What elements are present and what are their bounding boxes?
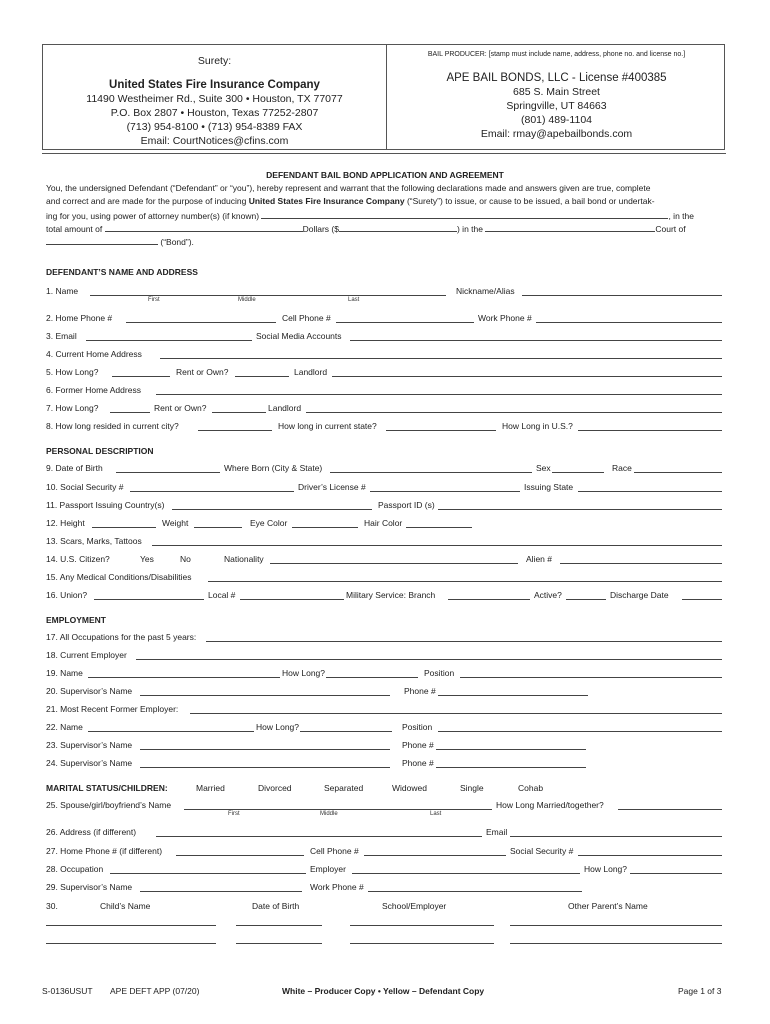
intro-line-1: You, the undersigned Defendant (“Defendant” or “you”), hereby represent and warrant that the following declarations made and answers given are true, complete <box>46 183 651 193</box>
current-employer-label: 18. Current Employer <box>46 650 127 660</box>
position-label: Position <box>424 668 455 678</box>
intro-line-3 <box>46 209 726 221</box>
supervisor2-phone-field[interactable] <box>436 767 586 768</box>
rent-own-field[interactable] <box>235 376 289 377</box>
born-field[interactable] <box>330 472 532 473</box>
spouse-cell-label: Cell Phone # <box>310 846 359 856</box>
child-name-field[interactable] <box>46 925 216 926</box>
dollars-field[interactable] <box>339 222 457 232</box>
hair-color-field[interactable] <box>406 527 472 528</box>
producer-email: Email: rmay@apebailbonds.com <box>480 128 633 140</box>
total-amount-field[interactable] <box>105 222 303 232</box>
alien-field[interactable] <box>560 563 722 564</box>
former-name-label: 22. Name <box>46 722 83 732</box>
spouse-home-phone-label: 27. Home Phone # (if different) <box>46 846 163 856</box>
former-rent-own-field[interactable] <box>212 412 266 413</box>
supervisor-field[interactable] <box>140 695 390 696</box>
child-parent-field[interactable] <box>510 943 722 944</box>
form-version: APE DEFT APP (07/20) <box>110 986 200 996</box>
child-dob-field[interactable] <box>236 943 322 944</box>
discharge-label: Discharge Date <box>610 590 669 600</box>
scars-field[interactable] <box>152 545 722 546</box>
weight-field[interactable] <box>194 527 242 528</box>
child-school-field[interactable] <box>350 925 494 926</box>
married-how-long-label: How Long Married/together? <box>496 800 604 810</box>
producer-phone: (801) 489-1104 <box>520 114 593 126</box>
spouse-email-field[interactable] <box>510 836 722 837</box>
state-resided-label: How long in current state? <box>278 421 377 431</box>
sex-field[interactable] <box>552 472 604 473</box>
how-long-field[interactable] <box>112 376 170 377</box>
active-label: Active? <box>534 590 562 600</box>
email-label: 3. Email <box>46 331 77 341</box>
former-position-label: Position <box>402 722 433 732</box>
spouse-home-phone-field[interactable] <box>176 855 304 856</box>
ssn-label: 10. Social Security # <box>46 482 124 492</box>
producer-block <box>387 45 726 141</box>
intro-text: (“Bond”). <box>160 237 194 247</box>
spouse-address-field[interactable] <box>156 836 482 837</box>
former-landlord-label: Landlord <box>268 403 302 413</box>
widowed-option[interactable]: Widowed <box>392 783 427 793</box>
section-personal: PERSONAL DESCRIPTION <box>46 446 154 456</box>
surety-email: Email: CourtNotices@cfins.com <box>140 135 289 147</box>
height-field[interactable] <box>92 527 156 528</box>
work-phone-label: Work Phone # <box>478 313 532 323</box>
hair-color-label: Hair Color <box>364 518 403 528</box>
child-parent-field[interactable] <box>510 925 722 926</box>
home-phone-label: 2. Home Phone # <box>46 313 113 323</box>
occupations-label: 17. All Occupations for the past 5 years: <box>46 632 197 642</box>
email-field[interactable] <box>86 340 252 341</box>
cell-phone-field[interactable] <box>336 322 474 323</box>
court-name-field[interactable] <box>46 235 158 245</box>
weight-label: Weight <box>162 518 189 528</box>
employer-name-label: 19. Name <box>46 668 83 678</box>
intro-text: and correct and are made for the purpose of inducing <box>46 196 249 206</box>
name-last-caption: Last <box>348 297 360 303</box>
poa-number-field[interactable] <box>261 209 668 219</box>
spouse-cell-field[interactable] <box>364 855 506 856</box>
producer-city: Springville, UT 84663 <box>506 100 607 112</box>
nickname-label: Nickname/Alias <box>456 286 515 296</box>
alien-label: Alien # <box>526 554 552 564</box>
intro-company: United States Fire Insurance Company <box>248 196 405 206</box>
nationality-label: Nationality <box>224 554 264 564</box>
former-supervisor-field[interactable] <box>140 749 390 750</box>
passport-country-field[interactable] <box>172 509 372 510</box>
intro-text: , in the <box>668 211 694 221</box>
surety-address-1: 11490 Westheimer Rd., Suite 300 • Houston, TX 77077 <box>86 93 343 105</box>
child-dob-header: Date of Birth <box>252 901 300 911</box>
ssn-field[interactable] <box>130 491 294 492</box>
surety-phone: (713) 954-8100 • (713) 954-8389 FAX <box>126 121 303 133</box>
supervisor2-label: 24. Supervisor’s Name <box>46 758 133 768</box>
child-name-field[interactable] <box>46 943 216 944</box>
position-field[interactable] <box>460 677 722 678</box>
medical-label: 15. Any Medical Conditions/Disabilities <box>46 572 192 582</box>
producer-street: 685 S. Main Street <box>513 86 600 98</box>
license-label: Driver’s License # <box>298 482 366 492</box>
court-field[interactable] <box>485 222 655 232</box>
passport-id-label: Passport ID (s) <box>378 500 435 510</box>
spouse-first-caption: First <box>228 811 240 817</box>
copy-distribution: White – Producer Copy • Yellow – Defendant Copy <box>282 986 485 996</box>
former-address-label: 6. Former Home Address <box>46 385 141 395</box>
spouse-occupation-label: 28. Occupation <box>46 864 104 874</box>
scars-label: 13. Scars, Marks, Tattoos <box>46 536 142 546</box>
surety-address-2: P.O. Box 2807 • Houston, Texas 77252-2807 <box>110 107 319 119</box>
dob-label: 9. Date of Birth <box>46 463 103 473</box>
former-supervisor-phone-field[interactable] <box>436 749 586 750</box>
surety-company: United States Fire Insurance Company <box>109 79 320 91</box>
former-employer-label: 21. Most Recent Former Employer: <box>46 704 179 714</box>
name-label: 1. Name <box>46 286 79 296</box>
section-employment: EMPLOYMENT <box>46 615 106 625</box>
intro-text: ) in the <box>456 224 483 234</box>
cohab-option[interactable]: Cohab <box>518 783 544 793</box>
employer-how-long-field[interactable] <box>326 677 418 678</box>
local-field[interactable] <box>240 599 344 600</box>
spouse-employer-field[interactable] <box>352 873 580 874</box>
intro-text: ing for you, using power of attorney number(s) (if known) <box>46 211 260 221</box>
cell-phone-label: Cell Phone # <box>282 313 331 323</box>
spouse-work-phone-label: Work Phone # <box>310 882 364 892</box>
union-label: 16. Union? <box>46 590 88 600</box>
former-employer-field[interactable] <box>190 713 722 714</box>
spouse-email-label: Email <box>486 827 508 837</box>
former-how-long-label: 7. How Long? <box>46 403 99 413</box>
spouse-name-field[interactable] <box>184 809 492 810</box>
spouse-employer-label: Employer <box>310 864 346 874</box>
spouse-address-label: 26. Address (if different) <box>46 827 137 837</box>
social-media-label: Social Media Accounts <box>256 331 342 341</box>
former-address-field[interactable] <box>156 394 722 395</box>
height-label: 12. Height <box>46 518 85 528</box>
spouse-work-phone-field[interactable] <box>368 891 582 892</box>
spouse-occupation-field[interactable] <box>110 873 306 874</box>
how-long-label: 5. How Long? <box>46 367 99 377</box>
occupations-field[interactable] <box>206 641 722 642</box>
page-number: Page 1 of 3 <box>678 986 722 996</box>
supervisor2-phone-label: Phone # <box>402 758 434 768</box>
issuing-state-label: Issuing State <box>524 482 574 492</box>
supervisor-label: 20. Supervisor’s Name <box>46 686 133 696</box>
citizen-yes-option[interactable]: Yes <box>140 554 154 564</box>
race-field[interactable] <box>634 472 722 473</box>
employer-how-long-label: How Long? <box>282 668 326 678</box>
employer-name-field[interactable] <box>88 677 280 678</box>
child-dob-field[interactable] <box>236 925 322 926</box>
spouse-supervisor-label: 29. Supervisor’s Name <box>46 882 133 892</box>
former-supervisor-label: 23. Supervisor’s Name <box>46 740 133 750</box>
surety-block <box>43 45 386 148</box>
passport-country-label: 11. Passport Issuing Country(s) <box>46 500 165 510</box>
state-resided-field[interactable] <box>386 430 496 431</box>
supervisor2-field[interactable] <box>140 767 390 768</box>
current-employer-field[interactable] <box>136 659 722 660</box>
landlord-field[interactable] <box>332 376 722 377</box>
producer-label: BAIL PRODUCER: [stamp must include name, address, phone no. and license no.] <box>427 51 686 58</box>
former-supervisor-phone-label: Phone # <box>402 740 434 750</box>
citizen-label: 14. U.S. Citizen? <box>46 554 110 564</box>
home-phone-field[interactable] <box>126 322 276 323</box>
married-how-long-field[interactable] <box>618 809 722 810</box>
nationality-field[interactable] <box>270 563 518 564</box>
child-school-field[interactable] <box>350 943 494 944</box>
children-number-label: 30. <box>46 901 58 911</box>
intro-text: total amount of <box>46 224 103 234</box>
citizen-no-option[interactable]: No <box>180 554 191 564</box>
eye-color-field[interactable] <box>292 527 358 528</box>
intro-text: Court of <box>655 224 686 234</box>
discharge-field[interactable] <box>682 599 722 600</box>
producer-name: APE BAIL BONDS, LLC - License #400385 <box>446 72 667 84</box>
union-field[interactable] <box>94 599 204 600</box>
former-how-long-field[interactable] <box>110 412 150 413</box>
child-name-header: Child’s Name <box>100 901 151 911</box>
work-phone-field[interactable] <box>536 322 722 323</box>
supervisor-phone-label: Phone # <box>404 686 436 696</box>
dob-field[interactable] <box>116 472 220 473</box>
landlord-label: Landlord <box>294 367 328 377</box>
license-field[interactable] <box>370 491 520 492</box>
surety-label: Surety: <box>197 55 232 67</box>
military-branch-field[interactable] <box>448 599 530 600</box>
spouse-middle-caption: Middle <box>320 811 338 817</box>
issuing-state-field[interactable] <box>578 491 722 492</box>
nickname-field[interactable] <box>522 295 722 296</box>
current-address-field[interactable] <box>160 358 722 359</box>
header-rule <box>42 153 726 154</box>
spouse-how-long-field[interactable] <box>630 873 722 874</box>
race-label: Race <box>612 463 632 473</box>
spouse-ssn-field[interactable] <box>578 855 722 856</box>
spouse-name-label: 25. Spouse/girl/boyfriend’s Name <box>46 800 172 810</box>
header-box <box>42 44 725 150</box>
child-parent-header: Other Parent’s Name <box>568 901 648 911</box>
born-label: Where Born (City & State) <box>224 463 323 473</box>
eye-color-label: Eye Color <box>250 518 288 528</box>
form-code: S-0136USUT <box>42 986 93 996</box>
single-option[interactable]: Single <box>460 783 484 793</box>
form-title: DEFENDANT BAIL BOND APPLICATION AND AGREEMENT <box>266 170 504 180</box>
military-label: Military Service: Branch <box>346 590 436 600</box>
intro-line-4 <box>46 222 726 234</box>
rent-own-label: Rent or Own? <box>176 367 229 377</box>
passport-id-field[interactable] <box>438 509 722 510</box>
spouse-ssn-label: Social Security # <box>510 846 574 856</box>
intro-text: (“Surety”) to issue, or cause to be issued, a bail bond or undertak- <box>404 196 655 206</box>
medical-field[interactable] <box>208 581 722 582</box>
name-first-caption: First <box>148 297 160 303</box>
separated-option[interactable]: Separated <box>324 783 364 793</box>
married-option[interactable]: Married <box>196 783 225 793</box>
active-field[interactable] <box>566 599 606 600</box>
city-resided-field[interactable] <box>198 430 272 431</box>
former-emp-how-long-label: How Long? <box>256 722 300 732</box>
intro-line-5 <box>46 235 726 247</box>
section-marital: MARITAL STATUS/CHILDREN: <box>46 783 168 793</box>
spouse-supervisor-field[interactable] <box>140 891 302 892</box>
name-middle-caption: Middle <box>238 297 256 303</box>
former-rent-own-label: Rent or Own? <box>154 403 207 413</box>
us-resided-field[interactable] <box>578 430 722 431</box>
former-position-field[interactable] <box>438 731 722 732</box>
section-name-address: DEFENDANT’S NAME AND ADDRESS <box>46 267 198 277</box>
spouse-last-caption: Last <box>430 811 442 817</box>
social-media-field[interactable] <box>350 340 722 341</box>
name-field[interactable] <box>90 295 446 296</box>
us-resided-label: How Long in U.S.? <box>502 421 573 431</box>
intro-text: Dollars ($ <box>302 224 339 234</box>
intro-line-2 <box>46 196 726 206</box>
former-emp-how-long-field[interactable] <box>300 731 392 732</box>
divorced-option[interactable]: Divorced <box>258 783 292 793</box>
spouse-how-long-label: How Long? <box>584 864 628 874</box>
former-name-field[interactable] <box>88 731 254 732</box>
city-resided-label: 8. How long resided in current city? <box>46 421 179 431</box>
child-school-header: School/Employer <box>382 901 447 911</box>
former-landlord-field[interactable] <box>306 412 722 413</box>
current-address-label: 4. Current Home Address <box>46 349 142 359</box>
supervisor-phone-field[interactable] <box>438 695 588 696</box>
local-label: Local # <box>208 590 236 600</box>
sex-label: Sex <box>536 463 551 473</box>
